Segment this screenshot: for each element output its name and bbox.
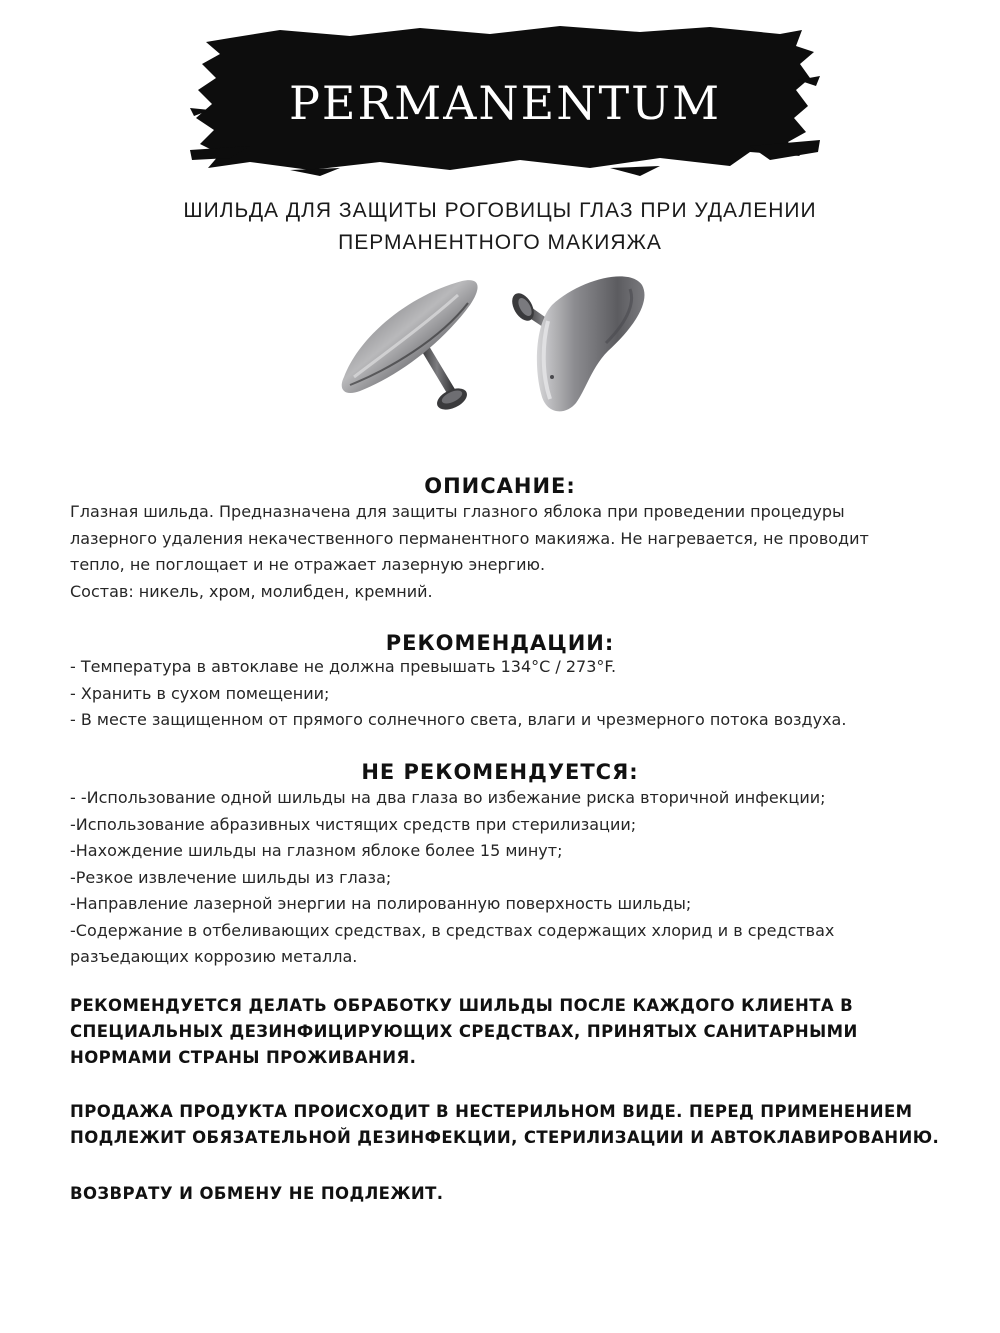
processing-notice-line: НОРМАМИ СТРАНЫ ПРОЖИВАНИЯ. (70, 1048, 417, 1067)
return-notice (70, 1181, 950, 1207)
not-recommended-item: -Содержание в отбеливающих средствах, в средствах содержащих хлорид и в средствах (70, 920, 835, 940)
brand-logo-text: PERMANENTUM (288, 76, 722, 130)
not-recommended-heading: НЕ РЕКОМЕНДУЕТСЯ: (361, 760, 639, 784)
product-image (330, 265, 670, 430)
not-recommended-item: -Направление лазерной энергии на полированную поверхность шильды; (70, 894, 692, 913)
recommendation-item: - Хранить в сухом помещении; (70, 683, 330, 703)
description-line: тепло, не поглощает и не отражает лазерную энергию. (70, 555, 546, 574)
description-heading: ОПИСАНИЕ: (424, 474, 576, 498)
sale-notice-line: ПОДЛЕЖИТ ОБЯЗАТЕЛЬНОЙ ДЕЗИНФЕКЦИИ, СТЕРИЛИЗАЦИИ И АВТОКЛАВИРОВАНИЮ. (70, 1128, 940, 1147)
sale-notice-line: ПРОДАЖА ПРОДУКТА ПРОИСХОДИТ В НЕСТЕРИЛЬНОМ ВИДЕ. ПЕРЕД ПРИМЕНЕНИЕМ (70, 1102, 913, 1121)
brand-header (190, 20, 820, 180)
recommendations-list (70, 654, 940, 734)
not-recommended-item: -Использование абразивных чистящих средств при стерилизации; (70, 814, 637, 834)
not-recommended-item: разъедающих коррозию металла. (70, 947, 358, 966)
recommendation-item: - В месте защищенном от прямого солнечного света, влаги и чрезмерного потока воздуха. (70, 710, 847, 729)
not-recommended-item: - -Использование одной шильды на два глаза во избежание риска вторичной инфекции; (70, 788, 826, 807)
processing-notice (70, 993, 950, 1071)
description-line: Глазная шильда. Предназначена для защиты глазного яблока при проведении процедуры (70, 502, 845, 521)
description-text (70, 499, 940, 605)
processing-notice-line: СПЕЦИАЛЬНЫХ ДЕЗИНФИЦИРУЮЩИХ СРЕДСТВАХ, ПРИНЯТЫХ САНИТАРНЫМИ (70, 1022, 858, 1041)
eye-shield-icon (330, 265, 670, 430)
product-title-line: ПЕРМАНЕНТНОГО МАКИЯЖА (338, 231, 662, 254)
sale-notice (70, 1099, 950, 1151)
description-line: Состав: никель, хром, молибден, кремний. (70, 581, 433, 601)
recommendation-item: - Температура в автоклаве не должна превышать 134°С / 273°F. (70, 657, 617, 676)
product-title (0, 195, 1000, 259)
processing-notice-line: РЕКОМЕНДУЕТСЯ ДЕЛАТЬ ОБРАБОТКУ ШИЛЬДЫ ПОСЛЕ КАЖДОГО КЛИЕНТА В (70, 996, 854, 1015)
not-recommended-item: -Нахождение шильды на глазном яблоке более 15 минут; (70, 841, 563, 860)
recommendations-heading: РЕКОМЕНДАЦИИ: (385, 631, 615, 655)
return-notice-line: ВОЗВРАТУ И ОБМЕНУ НЕ ПОДЛЕЖИТ. (70, 1184, 444, 1203)
description-line: лазерного удаления некачественного перманентного макияжа. Не нагревается, не проводит (70, 528, 869, 548)
product-title-line: ШИЛЬДА ДЛЯ ЗАЩИТЫ РОГОВИЦЫ ГЛАЗ ПРИ УДАЛЕНИИ (183, 199, 817, 222)
not-recommended-list (70, 785, 940, 971)
not-recommended-item: -Резкое извлечение шильды из глаза; (70, 867, 392, 887)
